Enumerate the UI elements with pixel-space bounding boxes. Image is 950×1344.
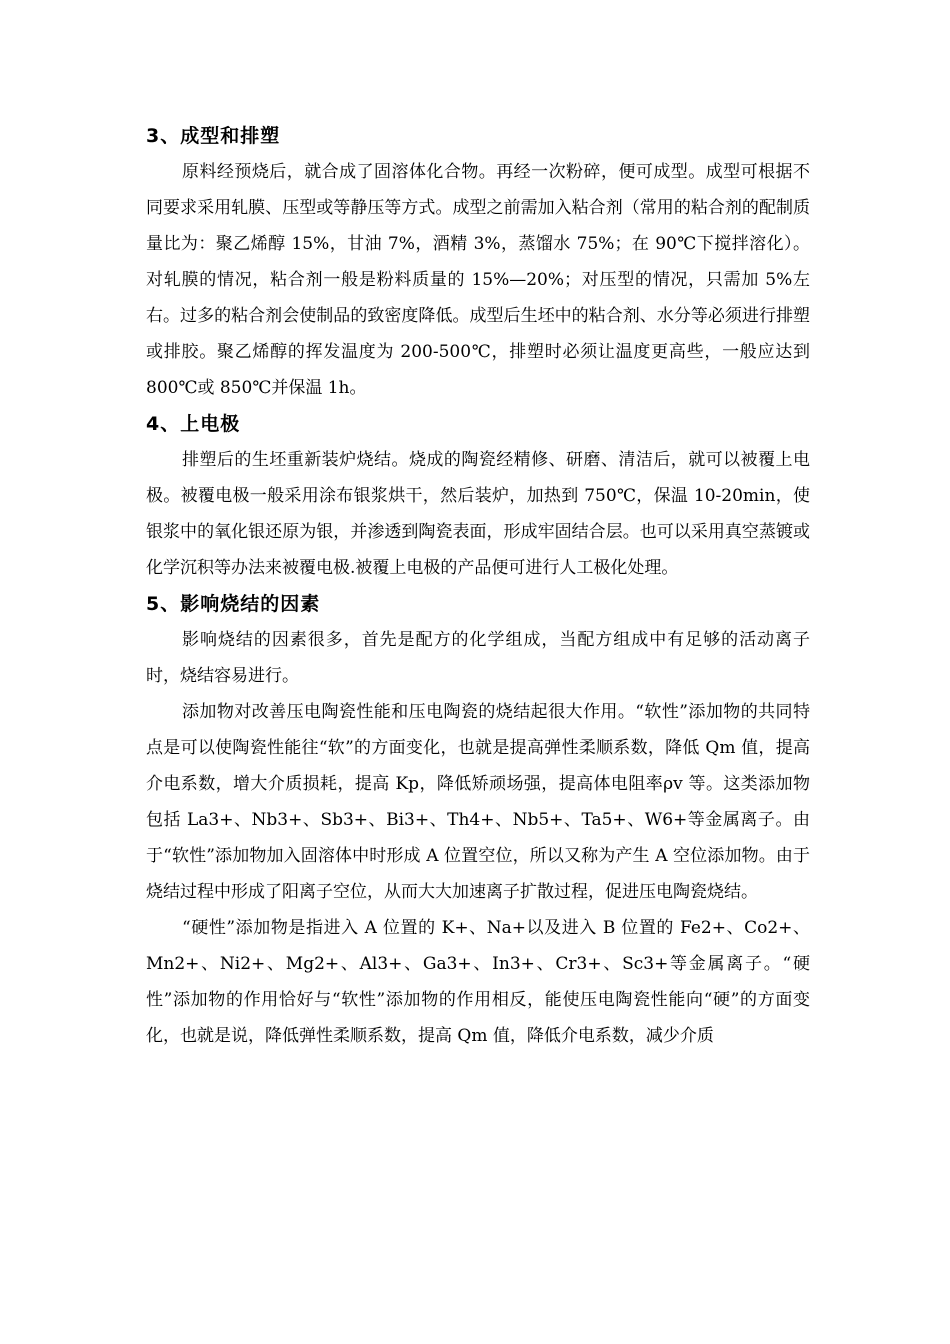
paragraph: 原料经预烧后，就合成了固溶体化合物。再经一次粉碎，便可成型。成型可根据不同要求采用轧膜、压型或等静压等方式。成型之前需加入粘合剂（常用的粘合剂的配制质量比为：聚乙烯醇 15%，甘油 7%，酒精 3%，蒸馏水 75%；在 90℃下搅拌溶化）。对轧膜的情况，粘合剂一般是粉料质量的 15%—20%；对压型的情况，只需加 5%左右。过多的粘合剂会使制品的致密度降低。成型后生坯中的粘合剂、水分等必须进行排塑或排胶。聚乙烯醇的挥发温度为 200-500℃，排塑时必须让温度更高些，一般应达到 800℃或 850℃并保温 1h。	[146, 162, 810, 398]
document-body	[146, 118, 810, 1054]
paragraph: “硬性”添加物是指进入 A 位置的 K+、Na+以及进入 B 位置的 Fe2+、Co2+、Mn2+、Ni2+、Mg2+、Al3+、Ga3+、In3+、Cr3+、Sc3+等金属离子。“硬性”添加物的作用恰好与“软性”添加物的作用相反，能使压电陶瓷性能向“硬”的方面变化，也就是说，降低弹性柔顺系数，提高 Qm 值，降低介电系数，减少介质	[146, 918, 810, 1046]
paragraph: 影响烧结的因素很多，首先是配方的化学组成，当配方组成中有足够的活动离子时，烧结容易进行。	[146, 630, 810, 686]
paragraph: 排塑后的生坯重新装炉烧结。烧成的陶瓷经精修、研磨、清洁后，就可以被覆上电极。被覆电极一般采用涂布银浆烘干，然后装炉，加热到 750℃，保温 10-20min，使银浆中的氧化银还原为银，并渗透到陶瓷表面，形成牢固结合层。也可以采用真空蒸镀或化学沉积等办法来被覆电极.被覆上电极的产品便可进行人工极化处理。	[146, 450, 810, 578]
section-forming-and-debinding	[146, 118, 810, 406]
section-sintering-factors	[146, 586, 810, 1054]
section-electrode	[146, 406, 810, 586]
paragraph: 添加物对改善压电陶瓷性能和压电陶瓷的烧结起很大作用。“软性”添加物的共同特点是可以使陶瓷性能往“软”的方面变化，也就是提高弹性柔顺系数，降低 Qm 值，提高介电系数，增大介质损耗，提高 Kp，降低矫顽场强，提高体电阻率ρv 等。这类添加物包括 La3+、Nb3+、Sb3+、Bi3+、Th4+、Nb5+、Ta5+、W6+等金属离子。由于“软性”添加物加入固溶体中时形成 A 位置空位，所以又称为产生 A 空位添加物。由于烧结过程中形成了阳离子空位，从而大大加速离子扩散过程，促进压电陶瓷烧结。	[146, 702, 810, 902]
section-heading: 5、影响烧结的因素	[146, 593, 321, 615]
section-heading: 3、成型和排塑	[146, 125, 281, 147]
section-heading: 4、上电极	[146, 413, 241, 435]
